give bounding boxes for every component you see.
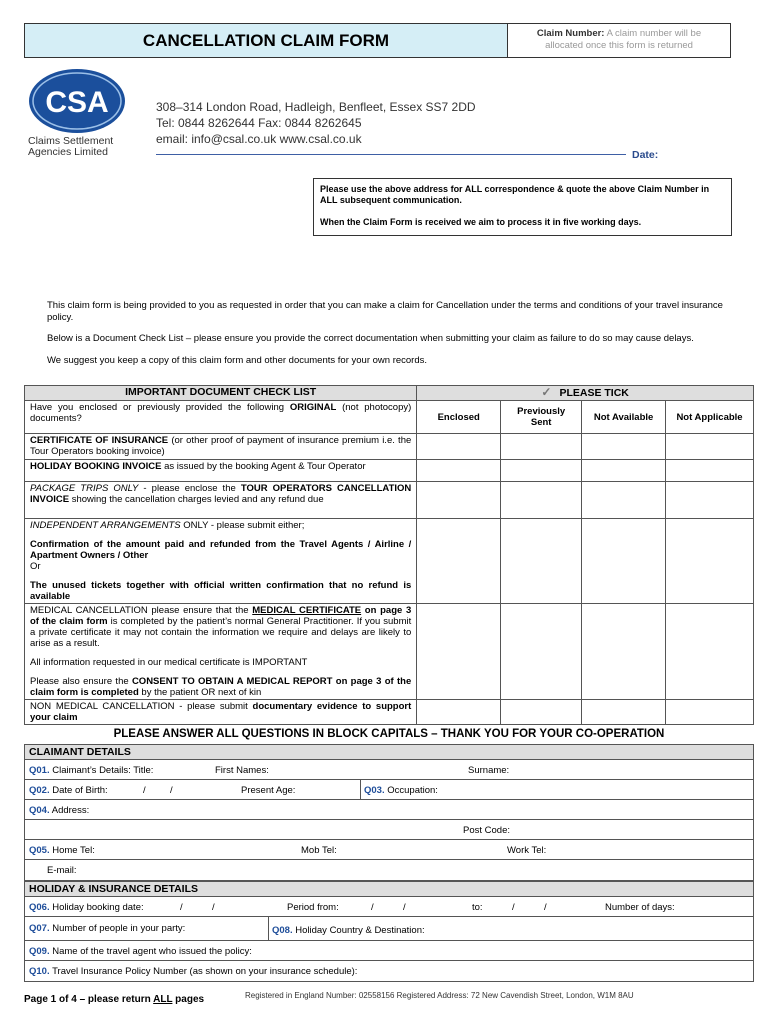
tick-cell[interactable] [417,434,501,460]
tick-cell[interactable] [417,604,501,700]
company-address [156,99,476,147]
logo-text: CSA [45,86,109,119]
q10-row[interactable]: Q10. Travel Insurance Policy Number (as shown on your insurance schedule): [29,966,358,977]
tick-cell[interactable] [417,519,501,604]
q02-row[interactable]: Q02. Date of Birth: / / Present Age: Q03. Occupation: [25,780,753,800]
tick-cell[interactable] [501,434,582,460]
tick-cell[interactable] [582,434,666,460]
email-row[interactable]: E-mail: [47,865,77,876]
q05-row[interactable]: Q05. Home Tel: Mob Tel: Work Tel: [25,840,753,860]
claim-number-note-2: allocated once this form is returned [545,40,693,51]
checklist-row: INDEPENDENT ARRANGEMENTS ONLY - please submit either; Confirmation of the amount paid and refunded from the Travel Agents / Airline / Apartment Owners / Other Or The unused tickets together with official written confirmation that no refund is available [25,519,754,604]
divider [156,154,626,155]
tick-cell[interactable] [417,482,501,519]
q07-row[interactable]: Q07. Number of people in your party: Q08. Holiday Country & Destination: [25,917,753,941]
correspondence-notice: Please use the above address for ALL correspondence & quote the above Claim Number in ALL subsequent communication. When the Claim Form is received we aim to process it in five working days. [313,178,732,236]
address-line: 308–314 London Road, Hadleigh, Benfleet, Essex SS7 2DD [156,100,476,114]
checklist-header: IMPORTANT DOCUMENT CHECK LIST [25,386,417,401]
col-not-available: Not Available [582,401,666,434]
tick-cell[interactable] [501,604,582,700]
holiday-details-title: HOLIDAY & INSURANCE DETAILS [25,882,753,897]
please-tick-header: ✓ PLEASE TICK [417,386,754,401]
tick-cell[interactable] [666,700,754,725]
tick-cell[interactable] [582,460,666,482]
checklist-row: NON MEDICAL CANCELLATION - please submit documentary evidence to support your claim [25,700,754,725]
tick-cell[interactable] [582,700,666,725]
tick-cell[interactable] [666,434,754,460]
form-title: CANCELLATION CLAIM FORM [24,23,508,58]
tick-cell[interactable] [666,519,754,604]
tick-cell[interactable] [666,460,754,482]
registered-address: Registered in England Number: 02558156 Registered Address: 72 New Cavendish Street, London, W1M 8AU [245,991,634,1000]
checklist-row: HOLIDAY BOOKING INVOICE as issued by the booking Agent & Tour Operator [25,460,754,482]
tick-cell[interactable] [501,460,582,482]
checklist-row: CERTIFICATE OF INSURANCE (or other proof of payment of insurance premium i.e. the Tour Operators booking invoice) [25,434,754,460]
tick-cell[interactable] [417,460,501,482]
checklist-row: MEDICAL CANCELLATION please ensure that the MEDICAL CERTIFICATE on page 3 of the claim form is completed by the patient’s normal General Practitioner. If you submit a private certificate it may not contain the information we require and delays are likely to arise as a result. All information requested in our medical certificate is IMPORTANT Please also ensure the CONSENT TO OBTAIN A MEDICAL REPORT on page 3 of the claim form is completed by the patient OR next of kin [25,604,754,700]
email-line: email: info@csal.co.uk www.csal.co.uk [156,132,362,146]
q06-row[interactable]: Q06. Holiday booking date: / / Period from: / / to: / / Number of days: [25,897,753,917]
claim-number-label: Claim Number: [536,28,605,39]
claimant-details-section [24,744,754,881]
tick-cell[interactable] [582,519,666,604]
postcode-row[interactable]: Post Code: [25,820,753,840]
tick-cell[interactable] [501,700,582,725]
checklist-row: PACKAGE TRIPS ONLY - please enclose the TOUR OPERATORS CANCELLATION INVOICE showing the cancellation charges levied and any refund due [25,482,754,519]
original-question: Have you enclosed or previously provided the following ORIGINAL (not photocopy) documents? [25,401,417,434]
q09-row[interactable]: Q09. Name of the travel agent who issued the policy: [25,941,753,961]
tick-cell[interactable] [501,482,582,519]
intro-text: This claim form is being provided to you as requested in order that you can make a claim for Cancellation under the terms and conditions of your travel insurance policy. Below is a Document Check List – please ensure you provide the correct documentation when submitting your claim as failure to do so may cause delays. We suggest you keep a copy of this claim form and other documents for your own records. [47,300,723,366]
holiday-details-section [24,881,754,982]
tick-cell[interactable] [582,604,666,700]
q01-row[interactable]: Q01. Claimant’s Details: Title: First Names: Surname: [25,760,753,780]
tick-cell[interactable] [417,700,501,725]
col-previously-sent: Previously Sent [501,401,582,434]
q04-row[interactable]: Q04. Address: [25,800,753,820]
tick-cell[interactable] [666,482,754,519]
tick-cell[interactable] [666,604,754,700]
tick-icon: ✓ [541,385,552,399]
date-field[interactable]: Date: [632,149,659,161]
document-check-list [24,385,754,725]
page-indicator: Page 1 of 4 – please return ALL pages [24,994,205,1005]
block-capitals-heading: PLEASE ANSWER ALL QUESTIONS IN BLOCK CAPITALS – THANK YOU FOR YOUR CO-OPERATION [113,728,665,740]
phone-line: Tel: 0844 8262644 Fax: 0844 8262645 [156,116,362,130]
tick-cell[interactable] [582,482,666,519]
claim-number-box[interactable] [508,23,731,58]
col-enclosed: Enclosed [417,401,501,434]
claimant-details-title: CLAIMANT DETAILS [25,745,753,760]
col-not-applicable: Not Applicable [666,401,754,434]
logo-subtitle: Claims Settlement Agencies Limited [28,135,114,158]
claim-number-note: A claim number will be [606,28,702,39]
tick-cell[interactable] [501,519,582,604]
